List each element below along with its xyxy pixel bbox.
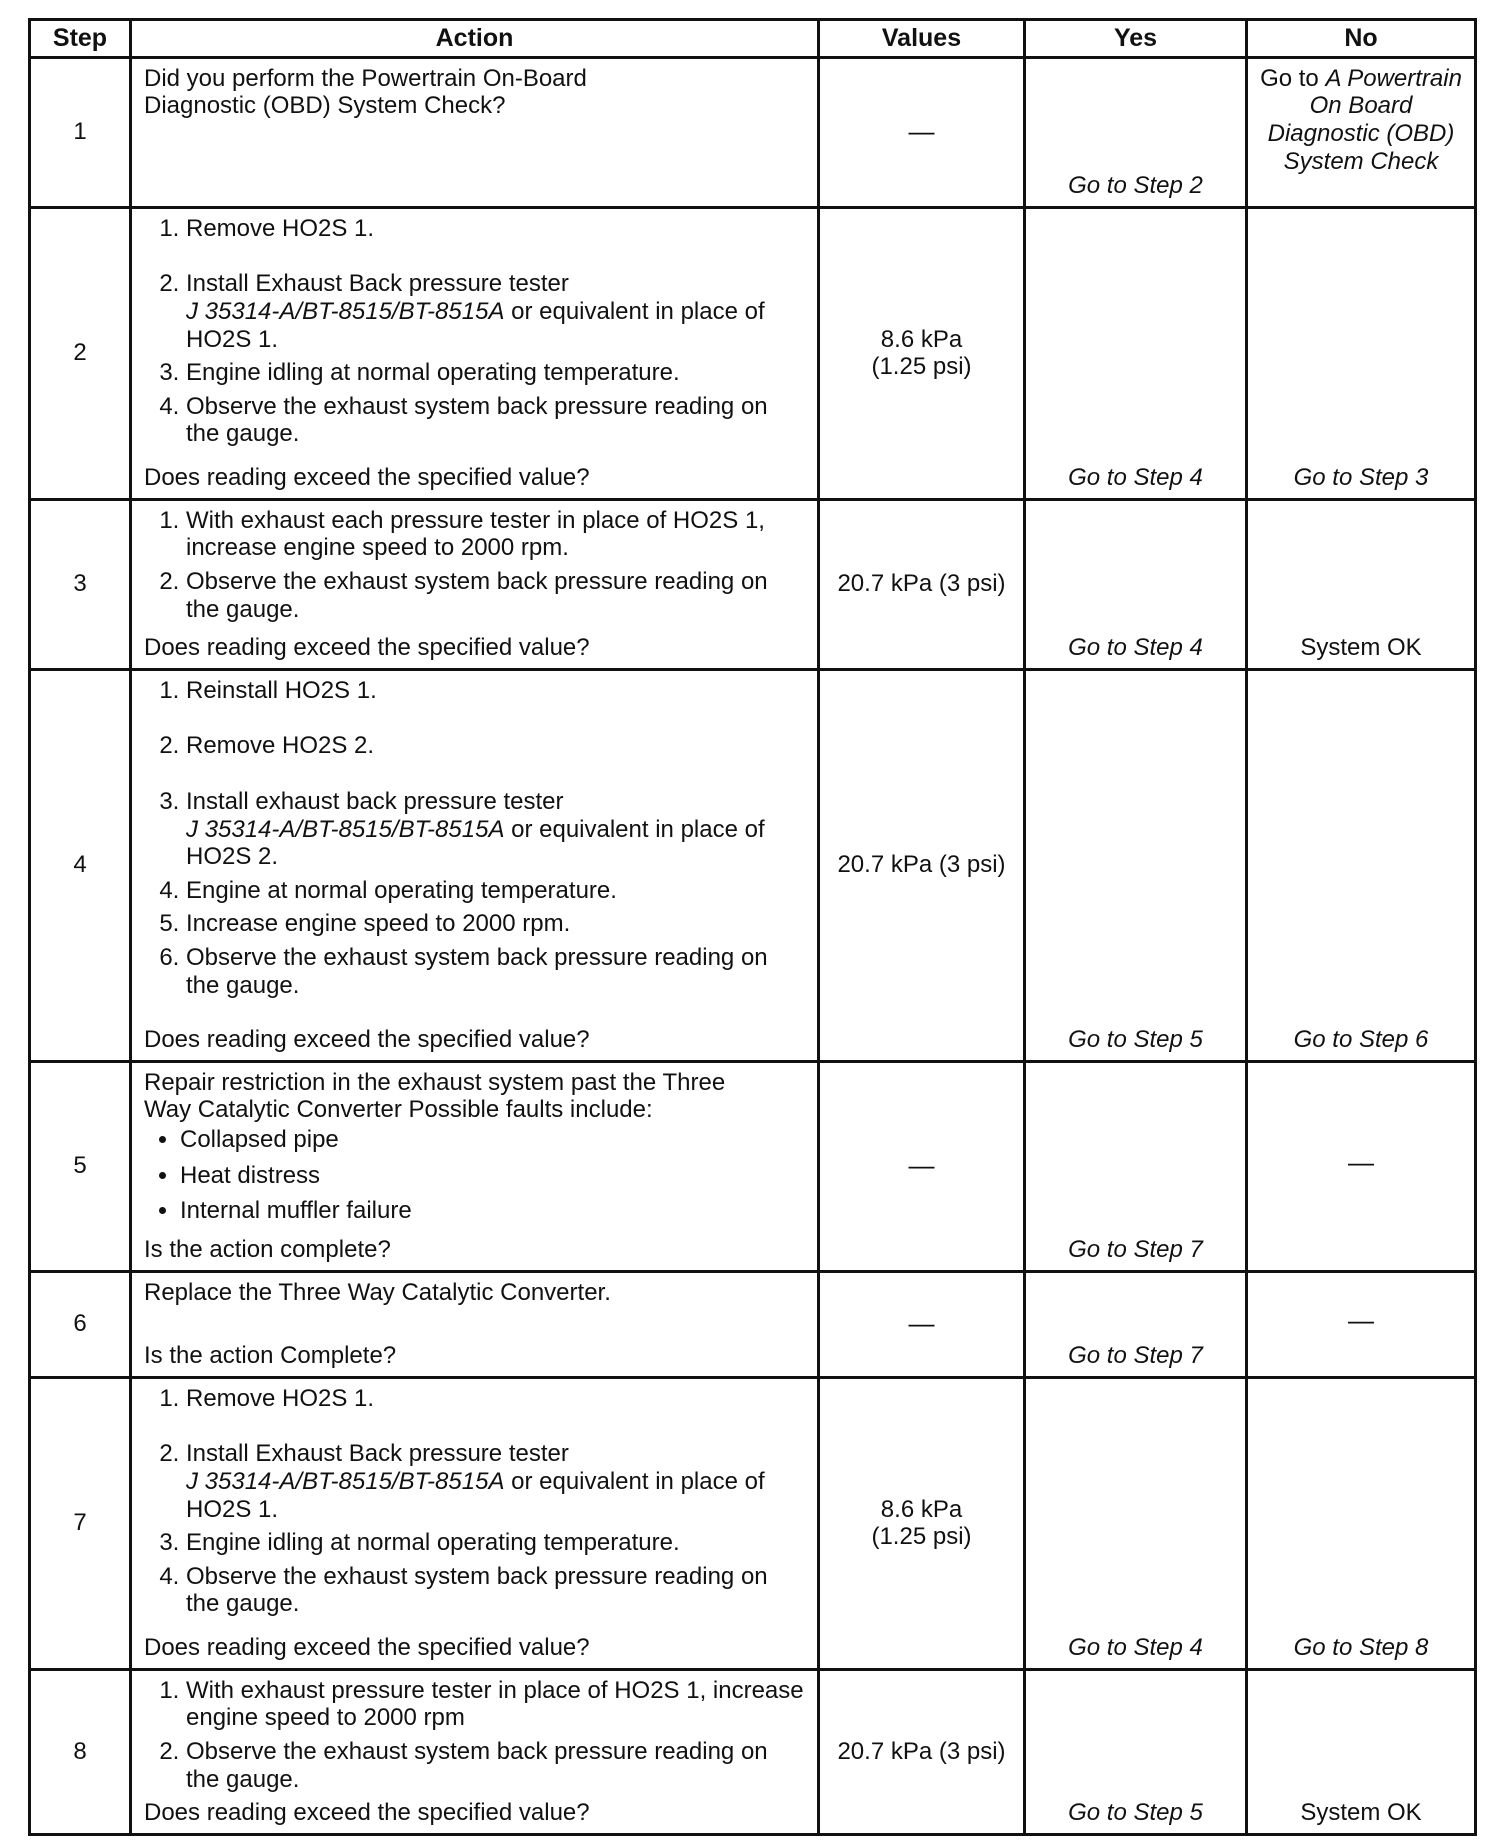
table-row	[30, 669, 1476, 1061]
yes-cell: Go to Step 7	[1025, 1061, 1247, 1271]
step-number: 2	[30, 207, 131, 499]
header-action: Action	[131, 20, 819, 58]
no-prefix: Go to	[1260, 64, 1326, 92]
action-cell	[131, 1061, 819, 1271]
no-cell: Go to Step 3	[1247, 207, 1476, 499]
step-number: 3	[30, 499, 131, 669]
action-item	[186, 270, 807, 353]
action-item: 5. Increase engine speed to 2000 rpm.	[186, 910, 807, 938]
action-question: Is the action complete?	[144, 1236, 391, 1264]
no-cell: Go to Step 6	[1247, 669, 1476, 1061]
no-cell: —	[1247, 1061, 1476, 1271]
value-cell: 20.7 kPa (3 psi)	[819, 669, 1025, 1061]
step-number: 8	[30, 1669, 131, 1834]
value-cell	[819, 1377, 1025, 1669]
action-item: 4. Observe the exhaust system back pressure reading on the gauge.	[186, 393, 807, 448]
action-item: 1. With exhaust each pressure tester in place of HO2S 1, increase engine speed to 2000 rpm.	[186, 507, 807, 562]
yes-cell: Go to Step 4	[1025, 499, 1247, 669]
item-text: Install Exhaust Back pressure tester	[186, 270, 569, 298]
action-cell	[131, 57, 819, 207]
action-item: 1. Reinstall HO2S 1.	[186, 677, 807, 705]
value-line: (1.25 psi)	[871, 1523, 972, 1551]
value-cell: 20.7 kPa (3 psi)	[819, 499, 1025, 669]
table-row	[30, 499, 1476, 669]
action-item	[186, 1440, 807, 1523]
value-line: 8.6 kPa	[880, 1495, 963, 1523]
value-line: 8.6 kPa	[880, 325, 963, 353]
header-no: No	[1247, 20, 1476, 58]
action-question: Does reading exceed the specified value?	[144, 1799, 590, 1827]
action-question: Is the action Complete?	[144, 1342, 397, 1370]
fault-list	[144, 1126, 807, 1233]
table-row	[30, 1271, 1476, 1377]
yes-cell: Go to Step 4	[1025, 207, 1247, 499]
table-row	[30, 1061, 1476, 1271]
action-item: 2. Observe the exhaust system back pressure reading on the gauge.	[186, 1738, 807, 1793]
action-item: 1. Remove HO2S 1.	[186, 215, 807, 243]
action-question: Does reading exceed the specified value?	[144, 1026, 590, 1054]
action-cell	[131, 669, 819, 1061]
item-text: Install Exhaust Back pressure tester	[186, 1440, 569, 1468]
action-cell	[131, 499, 819, 669]
action-cell	[131, 1377, 819, 1669]
action-item: 2. Remove HO2S 2.	[186, 732, 807, 760]
tool-number: J 35314-A/BT-8515/BT-8515A	[186, 815, 505, 843]
yes-cell: Go to Step 5	[1025, 1669, 1247, 1834]
action-cell	[131, 1669, 819, 1834]
item-text: Install exhaust back pressure tester	[186, 787, 564, 815]
no-cell: —	[1247, 1271, 1476, 1377]
action-item: 4. Observe the exhaust system back pressure reading on the gauge.	[186, 1563, 807, 1618]
tool-number: J 35314-A/BT-8515/BT-8515A	[186, 1467, 505, 1495]
action-steps	[144, 1385, 807, 1624]
action-steps	[144, 215, 807, 454]
no-cell	[1247, 57, 1476, 207]
value-cell	[819, 207, 1025, 499]
header-yes: Yes	[1025, 20, 1247, 58]
no-cell: System OK	[1247, 1669, 1476, 1834]
action-question: Does reading exceed the specified value?	[144, 634, 590, 662]
no-link: A Powertrain On Board Diagnostic (OBD) System Check	[1267, 64, 1462, 175]
yes-cell: Go to Step 2	[1025, 57, 1247, 207]
action-steps	[144, 507, 807, 629]
fault-item: • Internal muffler failure	[180, 1197, 807, 1225]
no-cell: System OK	[1247, 499, 1476, 669]
header-step: Step	[30, 20, 131, 58]
no-cell: Go to Step 8	[1247, 1377, 1476, 1669]
action-item: 2. Observe the exhaust system back pressure reading on the gauge.	[186, 568, 807, 623]
table-row	[30, 1377, 1476, 1669]
action-item: 1. With exhaust pressure tester in place of HO2S 1, increase engine speed to 2000 rpm	[186, 1677, 807, 1732]
table-row	[30, 57, 1476, 207]
action-item: 6. Observe the exhaust system back pressure reading on the gauge.	[186, 944, 807, 999]
tool-number: J 35314-A/BT-8515/BT-8515A	[186, 297, 505, 325]
fault-item: • Heat distress	[180, 1162, 807, 1190]
action-question: Does reading exceed the specified value?	[144, 1634, 590, 1662]
table-row	[30, 1669, 1476, 1834]
step-number: 4	[30, 669, 131, 1061]
step-number: 7	[30, 1377, 131, 1669]
item-text: or equivalent in place of HO2S 1.	[186, 297, 765, 353]
header-values: Values	[819, 20, 1025, 58]
fault-item: • Collapsed pipe	[180, 1126, 807, 1154]
action-item: 4. Engine at normal operating temperature.	[186, 877, 807, 905]
yes-cell: Go to Step 7	[1025, 1271, 1247, 1377]
table-row	[30, 207, 1476, 499]
item-text: or equivalent in place of HO2S 1.	[186, 1467, 765, 1523]
action-steps	[144, 677, 807, 1005]
action-intro: Did you perform the Powertrain On-Board Diagnostic (OBD) System Check?	[144, 64, 587, 120]
item-text: or equivalent in place of HO2S 2.	[186, 815, 765, 871]
action-item: 3. Engine idling at normal operating temperature.	[186, 1529, 807, 1557]
action-question: Does reading exceed the specified value?	[144, 464, 590, 492]
value-cell: —	[819, 1271, 1025, 1377]
action-steps	[144, 1677, 807, 1799]
step-number: 1	[30, 57, 131, 207]
value-cell: —	[819, 1061, 1025, 1271]
yes-cell: Go to Step 5	[1025, 669, 1247, 1061]
header-row	[30, 20, 1476, 58]
value-cell: 20.7 kPa (3 psi)	[819, 1669, 1025, 1834]
yes-cell: Go to Step 4	[1025, 1377, 1247, 1669]
value-cell: —	[819, 57, 1025, 207]
step-number: 5	[30, 1061, 131, 1271]
step-number: 6	[30, 1271, 131, 1377]
action-cell	[131, 207, 819, 499]
diagnostic-table	[28, 18, 1477, 1836]
action-item	[186, 788, 807, 871]
action-item: 1. Remove HO2S 1.	[186, 1385, 807, 1413]
action-intro: Replace the Three Way Catalytic Converter.	[144, 1278, 611, 1306]
action-intro: Repair restriction in the exhaust system past the Three Way Catalytic Converter Possible faults include:	[144, 1068, 726, 1124]
action-item: 3. Engine idling at normal operating temperature.	[186, 359, 807, 387]
action-cell	[131, 1271, 819, 1377]
value-line: (1.25 psi)	[871, 353, 972, 381]
